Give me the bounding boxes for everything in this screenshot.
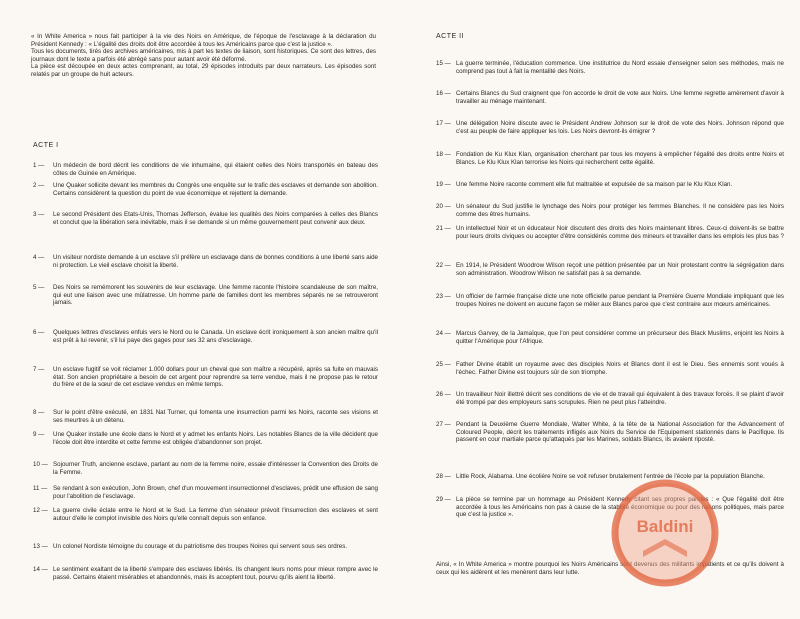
episode-text: La pièce se termine par un hommage au Président Kennedy citant ses propres paroles : « Que l'égalité doit être accordée à tous les Américains non pas à cause de la stabilité économique ou pour des raisons politiques, mais parce que c'est la justice ». (456, 496, 784, 518)
episode-number: 11 — (33, 485, 48, 492)
episode-9 (33, 431, 378, 446)
closing-paragraph: Ainsi, « In White America » montre pourquoi les Noirs Américains sont devenus des militants impatients et ce qu'ils doivent à ceux qui les aidèrent et les menèrent dans leur lutte. (436, 561, 784, 576)
episode-number: 14 — (33, 566, 48, 573)
episode-18 (436, 151, 784, 166)
episode-number: 28 — (436, 473, 451, 480)
episode-text: La guerre terminée, l'éducation commence. Une institutrice du Nord essaie d'enseigner selon ses méthodes, mais ne comprend pas tout à fait la mentalité des Noirs. (456, 60, 784, 75)
episode-text: Une Quaker installe une école dans le Nord et y admet les enfants Noirs. Les notables Blancs de la ville décident que l'école doit être interdite et cette femme est obligée d'abandonner son projet. (53, 431, 378, 446)
episode-1 (33, 162, 378, 177)
episode-number: 3 — (33, 211, 45, 218)
episode-number: 5 — (33, 284, 45, 291)
episode-number: 22 — (436, 262, 451, 269)
episode-text: Un travailleur Noir illettré décrit ses conditions de vie et de travail qui équivalent à des travaux forcés. Il se plaint d'avoir été trompé par des employeurs sans scrupules. Rien ne peut plus l'atteindre. (456, 391, 784, 406)
episode-21 (436, 225, 784, 240)
episode-15 (436, 60, 784, 75)
episode-text: Se rendant à son exécution, John Brown, chef d'un mouvement insurrectionnel d'esclaves, prédit une effusion de sang pour l'abolition de l'esclavage. (53, 485, 378, 500)
episode-22 (436, 262, 784, 277)
episode-17 (436, 120, 784, 135)
act1-title: ACTE I (33, 142, 59, 149)
act2-title: ACTE II (436, 33, 465, 40)
episode-number: 15 — (436, 60, 451, 67)
episode-text: Le sentiment exaltant de la liberté s'empare des esclaves libérés. Ils changent leurs noms pour mieux rompre avec le passé. Certains étaient misérables et abandonnés, mais ils acceptent tout, pourvu qu'ils aient la liberté. (53, 566, 378, 581)
episode-text: Un colonel Nordiste témoigne du courage et du patriotisme des troupes Noires qui servent sous ses ordres. (53, 543, 348, 550)
episode-2 (33, 182, 378, 197)
episode-11 (33, 485, 378, 500)
episode-text: Sur le point d'être exécuté, en 1831 Nat Turner, qui fomenta une insurrection parmi les Noirs, raconte ses visions et ses meurtres à un détenu. (53, 409, 378, 424)
episode-number: 6 — (33, 329, 45, 336)
episode-text: Sojourner Truth, ancienne esclave, parlant au nom de la femme noire, essaie d'intéresser la Convention des Droits de la Femme. (53, 461, 378, 476)
episode-number: 13 — (33, 543, 48, 550)
episode-19 (436, 181, 784, 189)
episode-number: 21 — (436, 225, 451, 232)
episode-12 (33, 507, 378, 522)
episode-14 (33, 566, 378, 581)
intro-paragraph-2: Tous les documents, tirés des archives américaines, mis à part les textes de liaison, sont historiques. Ce sont des lettres, des journaux dont le texte a parfois été abrégé sans pour autant avoir été déformé. (31, 48, 376, 63)
episode-3 (33, 211, 378, 226)
episode-text: Un sénateur du Sud justifie le lynchage des Noirs pour protéger les femmes Blanches. Il ne considère pas les Noirs comme des êtres humains. (456, 203, 784, 218)
episode-number: 7 — (33, 366, 45, 373)
episode-text: Le second Président des Etats-Unis, Thomas Jefferson, évalue les qualités des Noirs comparées à celles des Blancs et conclut que la libération sera inévitable, mais il se demande si un même gouvernement peut convenir aux deux. (53, 211, 378, 226)
episode-6 (33, 329, 378, 344)
episode-5 (33, 284, 378, 307)
episode-27 (436, 421, 784, 444)
episode-number: 23 — (436, 293, 451, 300)
episode-number: 19 — (436, 181, 451, 188)
episode-text: Une Quaker sollicite devant les membres du Congrès une enquête sur le trafic des esclaves et demande son abolition. Certains considèrent la question du point de vue économique et rejettent la demande. (53, 182, 378, 197)
episode-text: Quelques lettres d'esclaves enfuis vers le Nord ou le Canada. Un esclave écrit ironiquement à son ancien maître qu'il est prêt à lui revenir, s'il lui paye des gages pour ses 32 ans d'esclavage. (53, 329, 378, 344)
episode-number: 1 — (33, 162, 45, 169)
episode-text: Une femme Noire raconte comment elle fut maltraitée et expulsée de sa maison par le Klu Klux Klan. (456, 181, 733, 188)
intro-paragraph-3: La pièce est découpée en deux actes comprenant, au total, 29 épisodes introduits par deux narrateurs. Les épisodes sont relatés par un groupe de huit acteurs. (31, 63, 376, 78)
episode-20 (436, 203, 784, 218)
episode-25 (436, 361, 784, 376)
episode-number: 9 — (33, 431, 45, 438)
episode-23 (436, 293, 784, 308)
episode-16 (436, 90, 784, 105)
episode-number: 18 — (436, 151, 451, 158)
episode-number: 12 — (33, 507, 48, 514)
episode-26 (436, 391, 784, 406)
episode-text: Une délégation Noire discute avec le Président Andrew Johnson sur le droit de vote des Noirs. Johnson répond que c'est au peuple de faire appliquer les lois. Les Noirs devront-ils émigrer ? (456, 120, 784, 135)
episode-number: 4 — (33, 254, 45, 261)
episode-number: 25 — (436, 361, 451, 368)
episode-text: Certains Blancs du Sud craignent que l'on accorde le droit de vote aux Noirs. Une femme regrette amèrement d'avoir à travailler au ménage maintenant. (456, 90, 784, 105)
episode-7 (33, 366, 378, 389)
episode-text: Pendant la Deuxième Guerre Mondiale, Walter White, à la tête de la National Association for the Advancement of Coloured People, décrit les traitements infligés aux Noirs du Service de l'Equipement stationnés dans le Pacifique. Ils passent en cour martiale parce qu'attaqués par les Marines, soldats Blancs, ils avaient riposté. (456, 421, 784, 443)
intro-paragraph-1: « In White America » nous fait participer à la vie des Noirs en Amérique, de l'époque de l'esclavage à la déclaration du Président Kennedy : « L'égalité des droits doit être accordée à tous les Américains parce que c'est la justice ». (31, 33, 376, 48)
episode-4 (33, 254, 378, 269)
intro-text (31, 33, 376, 78)
episode-24 (436, 330, 784, 345)
episode-number: 27 — (436, 421, 451, 428)
episode-text: Un intellectuel Noir et un éducateur Noir discutent des droits des Noirs maintenant libres. Ceux-ci doivent-ils se battre pour leurs droits civiques ou accepter d'être considérés comme des mineurs et travailler dans les emplois les plus bas ? (456, 225, 784, 240)
episode-text: Des Noirs se remémorent les souvenirs de leur esclavage. Une femme raconte l'histoire scandaleuse de son maître, qui eut une liaison avec une mûlatresse. Un homme parle de familles dont les membres séparés ne se retrouveront jamais. (53, 284, 378, 306)
episode-text: La guerre civile éclate entre le Nord et le Sud. La femme d'un sénateur prévoit l'insurrection des esclaves et sent autour d'elle le complot invisible des Noirs qu'elle connaît depuis son enfance. (53, 507, 378, 522)
episode-text: Marcus Garvey, de la Jamaïque, que l'on peut considérer comme un précurseur des Black Muslims, enjoint les Noirs à quitter l'Amérique pour l'Afrique. (456, 330, 784, 345)
watermark-stamp (609, 477, 721, 589)
episode-number: 8 — (33, 409, 45, 416)
episode-text: Fondation de Ku Klux Klan, organisation cherchant par tous les moyens à empêcher l'égalité des droits entre Noirs et Blancs. Le Klu Klux Klan terrorise les Noirs qui recherchent cette égalité. (456, 151, 784, 166)
episode-number: 10 — (33, 461, 48, 468)
episode-text: Un médecin de bord décrit les conditions de vie inhumaine, qui étaient celles des Noirs transportés en bateau des côtes de Guinée en Amérique. (53, 162, 378, 177)
episode-number: 17 — (436, 120, 451, 127)
episode-number: 2 — (33, 182, 45, 189)
episode-number: 24 — (436, 330, 451, 337)
episode-text: En 1914, le Président Woodrow Wilson reçoit une pétition présentée par un Noir protestant contre la ségrégation dans son administration. Woodrow Wilson ne satisfait pas à sa demande. (456, 262, 784, 277)
episode-number: 29 — (436, 496, 451, 503)
episode-13 (33, 543, 378, 551)
episode-text: Un esclave fugitif se voit réclamer 1.000 dollars pour un cheval que son maître a récupéré, après sa fuite en mauvais état. Son ancien propriétaire a besoin de cet argent pour reprendre sa terre vendue, mais il ne propose pas le retour du frère et de la sœur de cet esclave vendus en même temps. (53, 366, 378, 388)
episode-number: 16 — (436, 90, 451, 97)
stamp-label: Baldini (636, 517, 694, 536)
episode-text: Un visiteur nordiste demande à un esclave s'il préfère un esclavage dans de bonnes conditions à une liberté sans aide ni protection. Le vieil esclave choisit la liberté. (53, 254, 378, 269)
episode-text: Father Divine établit un royaume avec des disciples Noirs et Blancs dont il est le Dieu. Ses ennemis sont voués à l'échec. Father Divine est toujours sûr de son triomphe. (456, 361, 784, 376)
episode-number: 26 — (436, 391, 451, 398)
episode-number: 20 — (436, 203, 451, 210)
episode-8 (33, 409, 378, 424)
episode-text: Little Rock, Alabama. Une écolière Noire se voit refuser brutalement l'entrée de l'école par la population Blanche. (456, 473, 765, 480)
episode-10 (33, 461, 378, 476)
episode-text: Un officier de l'armée française dicte une note officielle parue pendant la Première Guerre Mondiale impliquant que les troupes Noires ne doivent en aucune façon se mêler aux Blancs parce que c'est contraire aux mœurs américaines. (456, 293, 784, 308)
